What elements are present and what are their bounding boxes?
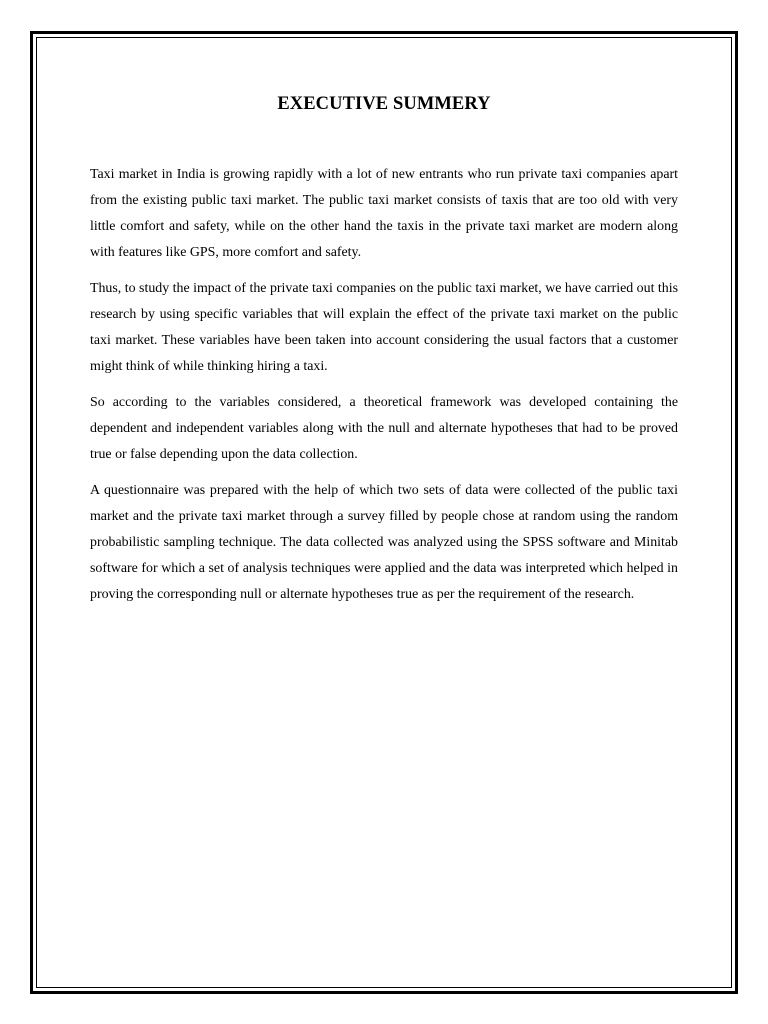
paragraph-4: A questionnaire was prepared with the help of which two sets of data were collected of the public taxi market and the private taxi market through a survey filled by people chose at random using the random probabilistic sampling technique. The data collected was analyzed using the SPSS software and Minitab software for which a set of analysis techniques were applied and the data was interpreted which helped in proving the corresponding null or alternate hypotheses true as per the requirement of the research. <box>90 483 678 602</box>
paragraph-3: So according to the variables considered, a theoretical framework was developed containing the dependent and independent variables along with the null and alternate hypotheses that had to be proved true or false depending upon the data collection. <box>90 395 678 462</box>
paragraph-2: Thus, to study the impact of the private taxi companies on the public taxi market, we have carried out this research by using specific variables that will explain the effect of the private taxi market on the public taxi market. These variables have been taken into account considering the usual factors that a customer might think of while thinking hiring a taxi. <box>90 281 678 374</box>
page-title: EXECUTIVE SUMMERY <box>277 94 491 114</box>
body-text <box>90 162 678 608</box>
paragraph-1: Taxi market in India is growing rapidly with a lot of new entrants who run private taxi companies apart from the existing public taxi market. The public taxi market consists of taxis that are too old with very little comfort and safety, while on the other hand the taxis in the private taxi market are modern along with features like GPS, more comfort and safety. <box>90 167 678 260</box>
document-content <box>90 90 678 618</box>
